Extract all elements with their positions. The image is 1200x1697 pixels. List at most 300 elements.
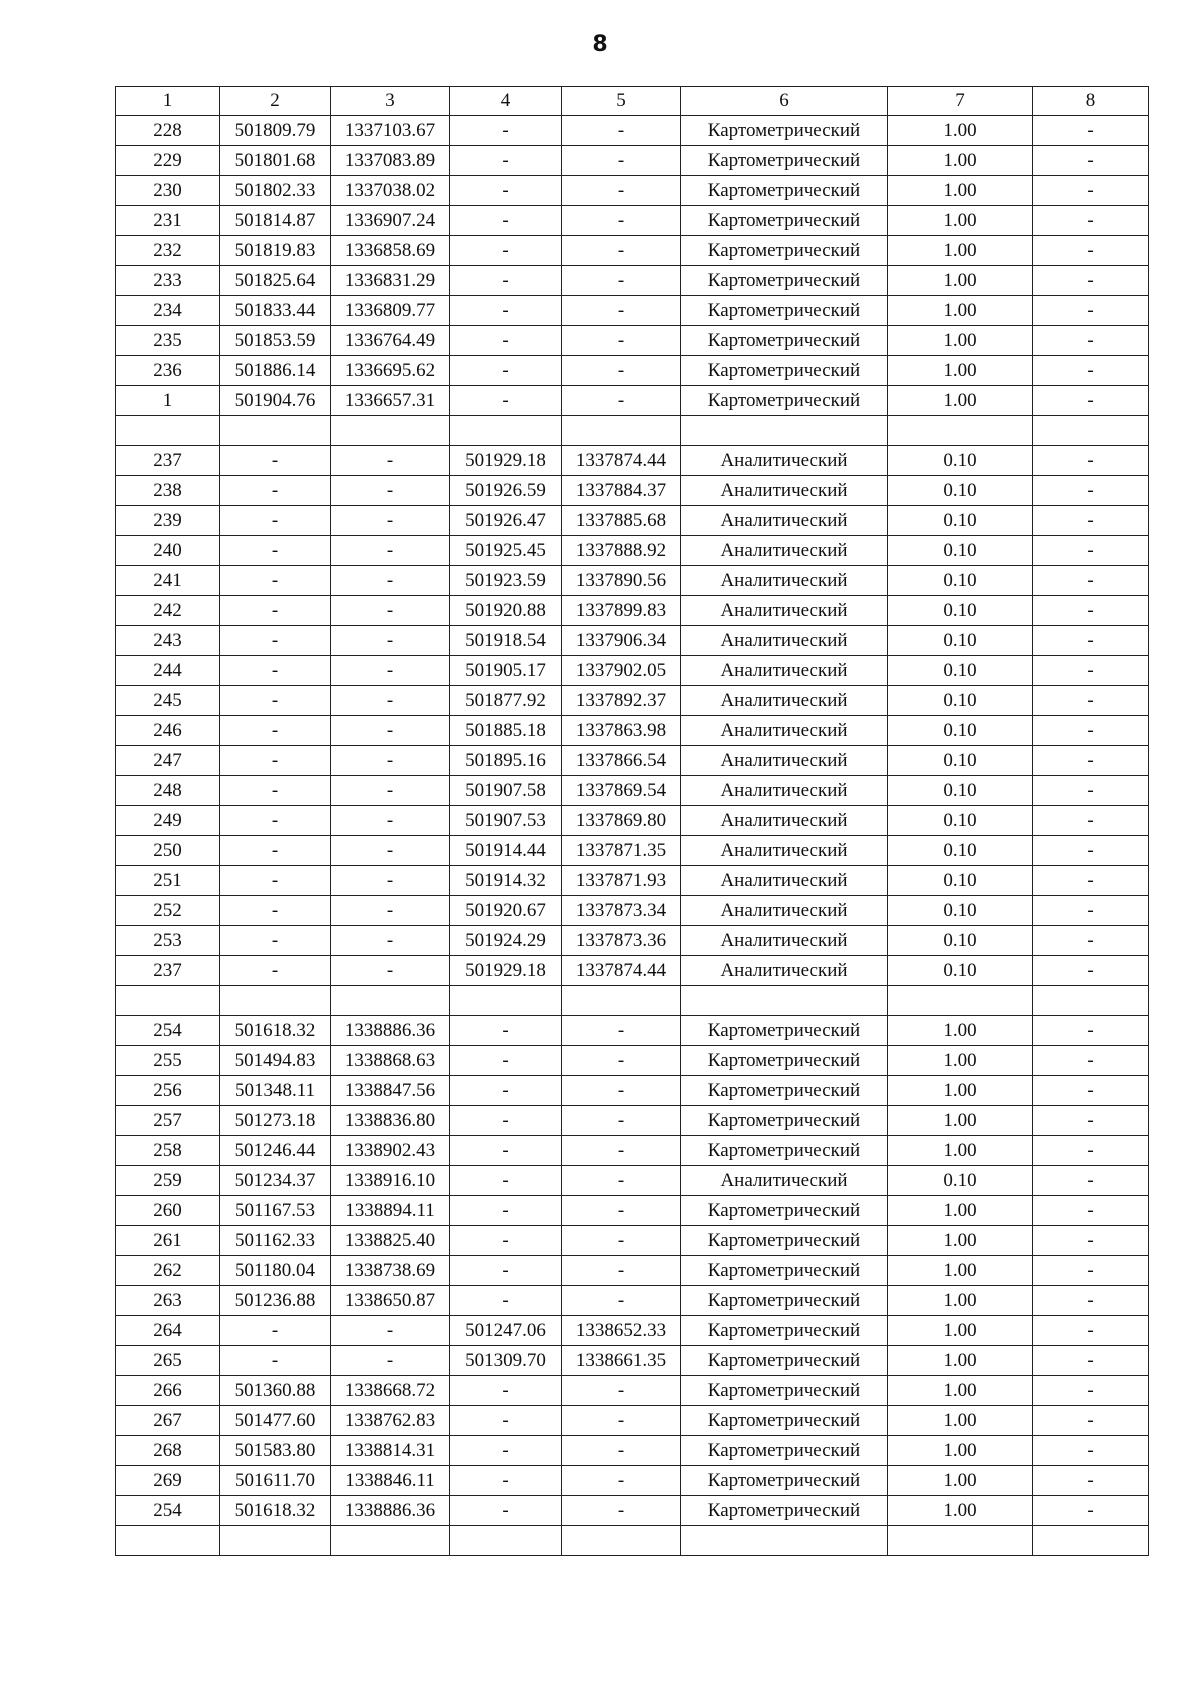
table-cell: - [1033, 1376, 1149, 1406]
table-cell: 1338650.87 [331, 1286, 450, 1316]
table-cell [1033, 416, 1149, 446]
table-cell: - [1033, 386, 1149, 416]
table-cell: 230 [116, 176, 220, 206]
table-cell: - [331, 926, 450, 956]
table-cell: - [1033, 1436, 1149, 1466]
table-cell: 1.00 [888, 266, 1033, 296]
table-cell: 501819.83 [220, 236, 331, 266]
table-cell: 241 [116, 566, 220, 596]
table-cell: 0.10 [888, 476, 1033, 506]
table-cell: - [1033, 626, 1149, 656]
table-cell: 1.00 [888, 1196, 1033, 1226]
table-cell [220, 986, 331, 1016]
table-cell: 0.10 [888, 566, 1033, 596]
table-cell: 259 [116, 1166, 220, 1196]
table-cell: - [1033, 1316, 1149, 1346]
table-cell: 1.00 [888, 1226, 1033, 1256]
table-cell: 501611.70 [220, 1466, 331, 1496]
table-cell: 1337871.93 [562, 866, 681, 896]
table-cell: 244 [116, 656, 220, 686]
table-cell [562, 1526, 681, 1556]
table-cell: 0.10 [888, 686, 1033, 716]
table-cell: - [450, 236, 562, 266]
table-cell: - [450, 1436, 562, 1466]
table-cell: 501926.59 [450, 476, 562, 506]
table-cell: - [562, 1466, 681, 1496]
table-cell: 1336695.62 [331, 356, 450, 386]
table-cell: 1337888.92 [562, 536, 681, 566]
table-cell: - [220, 1346, 331, 1376]
table-body [116, 116, 1149, 1556]
table-cell: - [1033, 806, 1149, 836]
table-cell: - [450, 1166, 562, 1196]
table-cell: 1336907.24 [331, 206, 450, 236]
table-cell: - [220, 836, 331, 866]
table-cell [450, 1526, 562, 1556]
table-cell: 252 [116, 896, 220, 926]
table-cell: - [331, 506, 450, 536]
table-cell: 238 [116, 476, 220, 506]
table-cell: 246 [116, 716, 220, 746]
table-row [116, 476, 1149, 506]
table-cell: Аналитический [681, 926, 888, 956]
table-cell [681, 1526, 888, 1556]
table-cell: - [220, 926, 331, 956]
table-cell: - [562, 1376, 681, 1406]
table-cell: Картометрический [681, 236, 888, 266]
table-row [116, 326, 1149, 356]
table-cell: - [220, 686, 331, 716]
table-row [116, 1256, 1149, 1286]
table-cell: - [1033, 836, 1149, 866]
table-cell: - [562, 206, 681, 236]
table-cell: 1337902.05 [562, 656, 681, 686]
table-cell [116, 416, 220, 446]
table-cell: 256 [116, 1076, 220, 1106]
table-row [116, 236, 1149, 266]
table-cell: - [220, 746, 331, 776]
table-cell: 266 [116, 1376, 220, 1406]
table-cell: - [220, 626, 331, 656]
table-cell: 228 [116, 116, 220, 146]
table-cell: 501914.44 [450, 836, 562, 866]
table-cell: 1.00 [888, 1466, 1033, 1496]
table-row [116, 1226, 1149, 1256]
table-header-row [116, 87, 1149, 116]
table-cell: 265 [116, 1346, 220, 1376]
table-cell: 501802.33 [220, 176, 331, 206]
table-cell: - [220, 1316, 331, 1346]
table-cell: - [1033, 266, 1149, 296]
table-cell: Аналитический [681, 626, 888, 656]
table-cell: 1.00 [888, 326, 1033, 356]
table-cell: - [331, 746, 450, 776]
table-row [116, 806, 1149, 836]
table-cell: 501234.37 [220, 1166, 331, 1196]
table-row [116, 1196, 1149, 1226]
table-cell: - [1033, 926, 1149, 956]
column-header-2: 2 [220, 87, 331, 116]
table-cell: 258 [116, 1136, 220, 1166]
table-cell: 262 [116, 1256, 220, 1286]
table-cell: - [331, 896, 450, 926]
table-cell: - [1033, 686, 1149, 716]
table-cell: 1.00 [888, 1076, 1033, 1106]
table-cell: - [220, 476, 331, 506]
table-cell: - [1033, 1046, 1149, 1076]
table-cell: 1337871.35 [562, 836, 681, 866]
table-cell: - [562, 296, 681, 326]
table-cell: - [450, 386, 562, 416]
table-cell [888, 416, 1033, 446]
table-cell: 0.10 [888, 806, 1033, 836]
table-cell: Картометрический [681, 1076, 888, 1106]
table-cell: 501907.58 [450, 776, 562, 806]
table-cell: Аналитический [681, 536, 888, 566]
table-cell: Картометрический [681, 1436, 888, 1466]
table-cell: - [1033, 746, 1149, 776]
table-cell [220, 1526, 331, 1556]
table-cell: - [1033, 296, 1149, 326]
table-cell: Аналитический [681, 686, 888, 716]
table-cell: 0.10 [888, 956, 1033, 986]
table-cell: - [331, 776, 450, 806]
table-cell: 501167.53 [220, 1196, 331, 1226]
table-cell [331, 986, 450, 1016]
table-cell: - [562, 1136, 681, 1166]
table-cell: 253 [116, 926, 220, 956]
table-cell: - [562, 1196, 681, 1226]
table-cell: - [331, 566, 450, 596]
table-row [116, 1286, 1149, 1316]
table-cell: - [562, 1046, 681, 1076]
table-cell: 1338886.36 [331, 1016, 450, 1046]
table-cell: 1337863.98 [562, 716, 681, 746]
table-cell: - [1033, 236, 1149, 266]
table-cell: 240 [116, 536, 220, 566]
table-cell: Аналитический [681, 1166, 888, 1196]
table-cell: 501929.18 [450, 446, 562, 476]
table-cell: 0.10 [888, 716, 1033, 746]
table-cell: 1.00 [888, 296, 1033, 326]
table-cell: - [331, 716, 450, 746]
table-cell [888, 1526, 1033, 1556]
table-cell: 501494.83 [220, 1046, 331, 1076]
table-cell: - [450, 1016, 562, 1046]
table-cell: 229 [116, 146, 220, 176]
table-cell: 233 [116, 266, 220, 296]
table-cell: - [1033, 506, 1149, 536]
table-row [116, 1346, 1149, 1376]
table-cell: - [450, 1496, 562, 1526]
table-cell: 0.10 [888, 506, 1033, 536]
table-cell: - [1033, 326, 1149, 356]
table-cell: 501853.59 [220, 326, 331, 356]
table-cell: 254 [116, 1016, 220, 1046]
table-cell: Аналитический [681, 716, 888, 746]
table-cell: - [450, 1106, 562, 1136]
table-cell [681, 986, 888, 1016]
table-cell: 257 [116, 1106, 220, 1136]
table-row [116, 1076, 1149, 1106]
table-row [116, 566, 1149, 596]
table-cell: 250 [116, 836, 220, 866]
table-cell: 0.10 [888, 1166, 1033, 1196]
table-cell: 1337899.83 [562, 596, 681, 626]
table-cell: 251 [116, 866, 220, 896]
table-cell: - [450, 176, 562, 206]
table-cell: - [450, 1406, 562, 1436]
table-cell: - [562, 1496, 681, 1526]
table-row [116, 686, 1149, 716]
table-cell: - [1033, 1166, 1149, 1196]
table-cell: 239 [116, 506, 220, 536]
table-cell: - [331, 866, 450, 896]
table-cell: - [220, 446, 331, 476]
table-cell: 501925.45 [450, 536, 562, 566]
table-cell: - [220, 716, 331, 746]
table-cell: 501809.79 [220, 116, 331, 146]
table-cell: 234 [116, 296, 220, 326]
table-cell: 1338868.63 [331, 1046, 450, 1076]
table-cell: - [450, 356, 562, 386]
table-cell: - [562, 1256, 681, 1286]
table-cell: - [1033, 1406, 1149, 1436]
table-cell: - [331, 806, 450, 836]
table-cell: - [562, 116, 681, 146]
table-cell: - [450, 266, 562, 296]
table-row [116, 836, 1149, 866]
table-cell: 501833.44 [220, 296, 331, 326]
table-cell: Картометрический [681, 1226, 888, 1256]
table-cell: 0.10 [888, 536, 1033, 566]
table-row [116, 926, 1149, 956]
table-cell: Картометрический [681, 1316, 888, 1346]
table-cell: - [1033, 1196, 1149, 1226]
table-cell: 1338916.10 [331, 1166, 450, 1196]
table-cell: 264 [116, 1316, 220, 1346]
table-cell: 501886.14 [220, 356, 331, 386]
table-cell: 1.00 [888, 146, 1033, 176]
table-cell: Аналитический [681, 596, 888, 626]
table-cell: 260 [116, 1196, 220, 1226]
table-cell: Картометрический [681, 1196, 888, 1226]
table-cell: - [450, 1226, 562, 1256]
table-cell: Картометрический [681, 146, 888, 176]
table-cell: 501273.18 [220, 1106, 331, 1136]
table-cell: - [1033, 206, 1149, 236]
table-cell: - [1033, 1016, 1149, 1046]
table-cell: 501920.88 [450, 596, 562, 626]
table-cell [220, 416, 331, 446]
table-cell: - [562, 1016, 681, 1046]
table-cell: - [1033, 1466, 1149, 1496]
table-cell: 501895.16 [450, 746, 562, 776]
table-cell: 1337038.02 [331, 176, 450, 206]
table-cell: - [450, 1286, 562, 1316]
table-cell: 1338846.11 [331, 1466, 450, 1496]
table-cell: 501923.59 [450, 566, 562, 596]
table-cell: - [1033, 1496, 1149, 1526]
table-row [116, 416, 1149, 446]
table-cell: 1.00 [888, 1046, 1033, 1076]
table-cell: 1.00 [888, 1376, 1033, 1406]
table-cell: 0.10 [888, 776, 1033, 806]
table-cell: - [331, 686, 450, 716]
table-cell: - [562, 1076, 681, 1106]
table-cell: Картометрический [681, 116, 888, 146]
table-row [116, 446, 1149, 476]
table-cell: - [1033, 1346, 1149, 1376]
table-cell: 501825.64 [220, 266, 331, 296]
table-cell: Картометрический [681, 266, 888, 296]
table-cell: Картометрический [681, 326, 888, 356]
table-cell: - [1033, 1076, 1149, 1106]
table-cell: 237 [116, 446, 220, 476]
table-cell: 501477.60 [220, 1406, 331, 1436]
table-cell [331, 1526, 450, 1556]
table-cell: 1.00 [888, 206, 1033, 236]
table-cell: 501907.53 [450, 806, 562, 836]
table-cell: 1338762.83 [331, 1406, 450, 1436]
table-cell: 1338894.11 [331, 1196, 450, 1226]
table-cell: 0.10 [888, 746, 1033, 776]
table-cell: - [220, 656, 331, 686]
table-cell: - [1033, 596, 1149, 626]
table-cell: 0.10 [888, 926, 1033, 956]
column-header-8: 8 [1033, 87, 1149, 116]
table-cell: 237 [116, 956, 220, 986]
table-row [116, 1106, 1149, 1136]
table-cell: Картометрический [681, 1346, 888, 1376]
table-cell: Аналитический [681, 866, 888, 896]
table-cell: Аналитический [681, 746, 888, 776]
table-cell [331, 416, 450, 446]
column-header-6: 6 [681, 87, 888, 116]
table-cell: 501814.87 [220, 206, 331, 236]
table-cell: 1336831.29 [331, 266, 450, 296]
table-row [116, 506, 1149, 536]
table-cell: 501246.44 [220, 1136, 331, 1166]
table-cell: 1337869.80 [562, 806, 681, 836]
table-cell: - [1033, 536, 1149, 566]
table-cell: 0.10 [888, 866, 1033, 896]
table-cell: 1337869.54 [562, 776, 681, 806]
table-cell: 1.00 [888, 1346, 1033, 1376]
table-row [116, 986, 1149, 1016]
table-cell: - [220, 776, 331, 806]
table-cell: 501801.68 [220, 146, 331, 176]
table-cell: 501929.18 [450, 956, 562, 986]
table-cell: - [1033, 476, 1149, 506]
table-cell: - [562, 1226, 681, 1256]
table-cell: - [450, 1136, 562, 1166]
table-row [116, 1436, 1149, 1466]
table-cell: - [562, 356, 681, 386]
table-cell: Картометрический [681, 1046, 888, 1076]
table-cell: Аналитический [681, 476, 888, 506]
table-cell: - [331, 476, 450, 506]
table-row [116, 1316, 1149, 1346]
table-cell [1033, 1526, 1149, 1556]
table-cell: 501180.04 [220, 1256, 331, 1286]
table-cell: Картометрический [681, 356, 888, 386]
table-cell: 1.00 [888, 1436, 1033, 1466]
table-cell [450, 416, 562, 446]
table-cell: 501924.29 [450, 926, 562, 956]
table-cell: - [1033, 116, 1149, 146]
table-cell: 1336764.49 [331, 326, 450, 356]
table-cell: Картометрический [681, 1466, 888, 1496]
table-cell: - [1033, 1286, 1149, 1316]
table-cell: - [450, 146, 562, 176]
table-cell: - [220, 506, 331, 536]
table-cell: 0.10 [888, 836, 1033, 866]
table-row [116, 266, 1149, 296]
table-cell: - [331, 626, 450, 656]
table-cell [562, 986, 681, 1016]
table-row [116, 956, 1149, 986]
table-cell: 1.00 [888, 1496, 1033, 1526]
table-cell: 1338661.35 [562, 1346, 681, 1376]
table-cell: 1.00 [888, 386, 1033, 416]
table-cell: 1338825.40 [331, 1226, 450, 1256]
table-cell: 1.00 [888, 176, 1033, 206]
table-row [116, 176, 1149, 206]
table-cell: - [562, 386, 681, 416]
coordinates-table [115, 86, 1149, 1556]
table-cell: 1337873.34 [562, 896, 681, 926]
table-cell: 1337866.54 [562, 746, 681, 776]
table-cell: - [562, 1436, 681, 1466]
table-cell: 1.00 [888, 1286, 1033, 1316]
table-row [116, 356, 1149, 386]
table-cell: - [450, 1076, 562, 1106]
table-cell: 501236.88 [220, 1286, 331, 1316]
table-cell: - [450, 1466, 562, 1496]
table-cell: Картометрический [681, 1286, 888, 1316]
column-header-3: 3 [331, 87, 450, 116]
table-cell: 1337890.56 [562, 566, 681, 596]
table-cell: 247 [116, 746, 220, 776]
table-cell: - [450, 326, 562, 356]
table-cell [888, 986, 1033, 1016]
table-cell: - [331, 836, 450, 866]
table-cell: 255 [116, 1046, 220, 1076]
table-row [116, 1376, 1149, 1406]
table-cell: 0.10 [888, 896, 1033, 926]
table-cell: 0.10 [888, 656, 1033, 686]
table-cell: 501905.17 [450, 656, 562, 686]
table-cell: Аналитический [681, 956, 888, 986]
table-row [116, 536, 1149, 566]
table-cell: 1338814.31 [331, 1436, 450, 1466]
table-row [116, 206, 1149, 236]
table-cell: 1338902.43 [331, 1136, 450, 1166]
table-cell [681, 416, 888, 446]
table-row [116, 746, 1149, 776]
table-cell [116, 1526, 220, 1556]
table-cell: 501904.76 [220, 386, 331, 416]
table-cell: - [562, 266, 681, 296]
table-row [116, 116, 1149, 146]
table-row [116, 1016, 1149, 1046]
table-cell: Картометрический [681, 1136, 888, 1166]
table-cell: Аналитический [681, 656, 888, 686]
table-row [116, 1166, 1149, 1196]
table-cell: - [1033, 566, 1149, 596]
table-cell: - [331, 956, 450, 986]
